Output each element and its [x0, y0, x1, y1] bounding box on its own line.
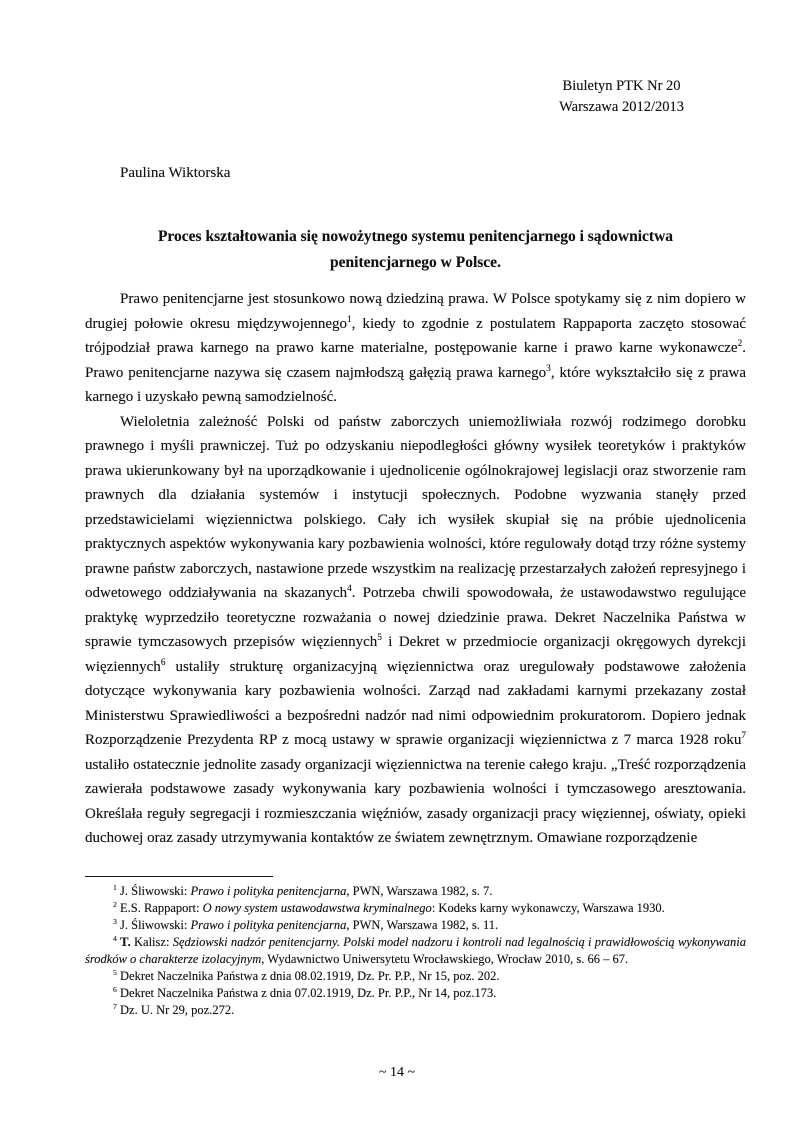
article-body [85, 287, 746, 851]
journal-issue: Warszawa 2012/2013 [559, 99, 684, 115]
footnote-1: $^1$ J. Śliwowski: Prawo i polityka penitencjarna, PWN, Warszawa 1982, s. 7. [113, 882, 493, 898]
footnote-7: $^7$ Dz. U. Nr 29, poz.272. [113, 1001, 235, 1017]
journal-title: Biuletyn PTK Nr 20 [562, 78, 681, 94]
footnote-3: $^3$ J. Śliwowski: Prawo i polityka penitencjarna, PWN, Warszawa 1982, s. 11. [113, 916, 499, 932]
footnote-4: $^4$ T. Kalisz: Sędziowski nadzór penitencjarny. Polski model nadzoru i kontroli nad legalnością i prawidłowością wykonywania środków o charakterze izolacyjnym, Wydawnictwo Uniwersytetu Wrocławskiego, Wrocław 2010, s. 66 – 67. [85, 933, 747, 966]
footnote-2: $^2$ E.S. Rappaport: O nowy system ustawodawstwa kryminalnego: Kodeks karny wykonawczy, Warszawa 1930. [113, 899, 665, 915]
article-title-text: Proces kształtowania się nowożytnego systemu penitencjarnego i sądownictwa penitencjarnego w Polsce. [157, 228, 674, 271]
paragraph-1: Prawo penitencjarne jest stosunkowo nową dziedziną prawa. W Polsce spotykamy się z nim dopiero w drugiej połowie okresu międzywojennego$^1$, kiedy to zgodnie z postulatem Rappaporta zaczęto stosować trójpodział prawa karnego na prawo karne materialne, postępowanie karne i prawo karne wykonawcze$^2$. Prawo penitencjarne nazywa się czasem najmłodszą gałęzią prawa karnego$^3$, które wykształciło się z prawa karnego i uzyskało pewną samodzielność. [85, 291, 746, 405]
footnote-separator [85, 876, 273, 877]
page-number: ~ 14 ~ [378, 1065, 416, 1080]
footnote-5: $^5$ Dekret Naczelnika Państwa z dnia 08.02.1919, Dz. Pr. P.P., Nr 15, poz. 202. [113, 967, 500, 983]
article-title [85, 224, 746, 276]
footnote-6: $^6$ Dekret Naczelnika Państwa z dnia 07.02.1919, Dz. Pr. P.P., Nr 14, poz.173. [113, 984, 497, 1000]
journal-header [559, 76, 684, 118]
footnotes-section [85, 876, 746, 1019]
paragraph-2: Wieloletnia zależność Polski od państw zaborczych uniemożliwiała rozwój rodzimego dorobku prawnego i myśli prawniczej. Tuż po odzyskaniu niepodległości główny wysiłek teoretyków i praktyków prawa ukierunkowany był na uporządkowanie i ujednolicenie ogólnokrajowej legislacji oraz stworzenie ram prawnych dla działania systemów i instytucji społecznych. Podobne wyzwania stanęły przed przedstawicielami więziennictwa polskiego. Cały ich wysiłek skupiał się na próbie ujednolicenia praktycznych aspektów wykonywania kary pozbawienia wolności, które regulowały dotąd trzy różne systemy prawne państw zaborczych, nastawione przede wszystkim na realizację przestarzałych założeń represyjnego i odwetowego oddziaływania na skazanych$^4$. Potrzeba chwili spowodowała, że ustawodawstwo regulujące praktykę wyprzedziło teoretyczne rozważania o nowej dziedzinie prawa. Dekret Naczelnika Państwa w sprawie tymczasowych przepisów więziennych$^5$ i Dekret w przedmiocie organizacji okręgowych dyrekcji więziennych$^6$ ustaliły strukturę organizacyjną więziennictwa oraz uregulowały podstawowe założenia dotyczące wykonywania kary pozbawienia wolności. Zarząd nad zakładami karnymi przekazany został Ministerstwu Sprawiedliwości a bezpośredni nadzór nad nimi odpowiednim prokuratorom. Dopiero jednak Rozporządzenie Prezydenta RP z mocą ustawy w sprawie organizacji więziennictwa z 7 marca 1928 roku$^7$ ustaliło ostatecznie jednolite zasady organizacji więziennictwa na terenie całego kraju. „Treść rozporządzenia zawierała podstawowe zasady wykonywania kary pozbawienia wolności i tymczasowego aresztowania. Określała reguły segregacji i rozmieszczania więźniów, zasady organizacji pracy więziennej, oświaty, opieki duchowej oraz zasady utrzymywania kontaktów ze światem zewnętrznym. Omawiane rozporządzenie [85, 413, 746, 846]
author-name: Paulina Wiktorska [120, 165, 231, 181]
